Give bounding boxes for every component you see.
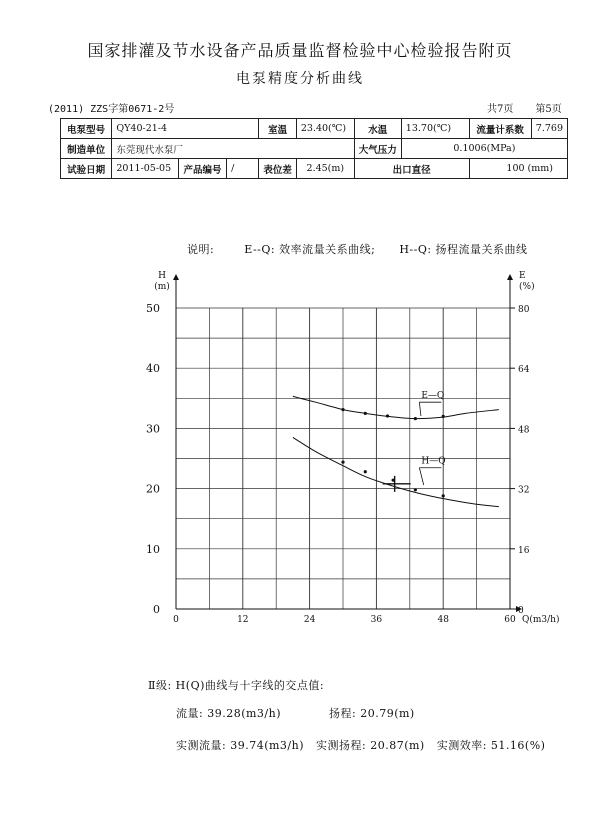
x-axis-title: Q(m3/h) xyxy=(522,615,560,625)
y-left-tick-label: 20 xyxy=(146,482,160,496)
x-tick-label: 24 xyxy=(303,615,316,625)
serial-label: 产品编号 xyxy=(178,159,226,179)
x-tick-label: 12 xyxy=(237,615,249,625)
room-temp-label: 室温 xyxy=(259,119,297,139)
curve-label-hq: H—Q xyxy=(421,456,446,467)
curve-hq xyxy=(293,437,499,506)
x-tick-label: 48 xyxy=(437,615,449,625)
measured-head: 实测扬程: 20.87(m) xyxy=(316,739,425,752)
reference-number: (2011) ZZS字第0671-2号 xyxy=(48,104,175,115)
intersection-head: 扬程: 20.79(m) xyxy=(329,707,415,720)
info-row xyxy=(61,119,568,139)
flow-coef-label: 流量计系数 xyxy=(469,119,531,139)
gauge-diff-label: 表位差 xyxy=(259,159,297,179)
model-label: 电泵型号 xyxy=(61,119,112,139)
y-left-title: H xyxy=(158,271,166,281)
y-axis-left-arrow xyxy=(173,274,179,280)
date-value: 2011-05-05 xyxy=(112,159,179,179)
report-subtitle: 电泵精度分析曲线 xyxy=(236,71,364,87)
data-point-hq xyxy=(341,461,344,464)
measured-flow: 实测流量: 39.74(m3/h) xyxy=(176,739,304,752)
date-label: 试验日期 xyxy=(61,159,112,179)
curve-eq xyxy=(293,396,499,418)
y-left-unit: (m) xyxy=(154,282,170,292)
y-left-tick-label: 40 xyxy=(146,362,160,376)
gauge-diff-value: 2.45(m) xyxy=(296,159,354,179)
legend-prefix: 说明: xyxy=(187,243,215,256)
data-point-eq xyxy=(364,412,367,415)
maker-label: 制造单位 xyxy=(61,139,112,159)
x-tick-label: 36 xyxy=(370,615,383,625)
y-right-tick-label: 80 xyxy=(518,305,530,315)
info-table xyxy=(60,118,568,179)
y-right-title: E xyxy=(519,271,526,281)
legend-hq: H--Q: 扬程流量关系曲线 xyxy=(399,243,528,256)
total-pages: 共7页 xyxy=(487,104,514,115)
info-row xyxy=(61,159,568,179)
y-right-tick-label: 16 xyxy=(518,545,530,556)
page-indicator xyxy=(487,100,562,115)
pressure-value: 0.1006(MPa) xyxy=(401,139,567,159)
y-axis-right-arrow xyxy=(507,274,513,280)
x-tick-label: 0 xyxy=(173,615,179,625)
pump-curve-chart xyxy=(130,260,570,630)
measured-values xyxy=(176,737,545,753)
y-right-tick-label: 0 xyxy=(518,606,524,616)
chart-legend xyxy=(187,241,528,257)
label-leader-eq xyxy=(419,402,421,416)
grade-line: Ⅱ级: H(Q)曲线与十字线的交点值: xyxy=(148,679,325,692)
data-point-hq xyxy=(364,470,367,473)
flow-coef-value: 7.769 xyxy=(531,119,567,139)
y-left-tick-label: 10 xyxy=(146,542,160,556)
room-temp-value: 23.40(℃) xyxy=(296,119,354,139)
pressure-label: 大气压力 xyxy=(354,139,401,159)
y-right-unit: (%) xyxy=(519,282,535,292)
intersection-flow: 流量: 39.28(m3/h) xyxy=(176,707,281,720)
data-point-eq xyxy=(386,414,389,417)
y-left-tick-label: 0 xyxy=(153,603,160,616)
data-point-eq xyxy=(414,417,417,420)
serial-value: / xyxy=(227,159,259,179)
label-leader-hq xyxy=(419,468,423,485)
outlet-value: 100 (mm) xyxy=(469,159,567,179)
water-temp-value: 13.70(℃) xyxy=(401,119,469,139)
data-point-eq xyxy=(341,408,344,411)
measured-efficiency: 实测效率: 51.16(%) xyxy=(436,739,546,752)
y-right-tick-label: 48 xyxy=(518,425,530,436)
y-left-tick-label: 50 xyxy=(146,302,160,315)
data-point-eq xyxy=(442,415,445,418)
y-left-tick-label: 30 xyxy=(146,422,160,436)
info-row xyxy=(61,139,568,159)
report-title: 国家排灌及节水设备产品质量监督检验中心检验报告附页 xyxy=(87,41,513,60)
legend-eq: E--Q: 效率流量关系曲线; xyxy=(244,243,376,256)
model-value: QY40-21-4 xyxy=(112,119,259,139)
x-tick-label: 60 xyxy=(504,615,516,625)
page-number: 第5页 xyxy=(535,104,562,115)
data-point-hq xyxy=(414,488,417,491)
curve-label-eq: E—Q xyxy=(421,391,445,402)
outlet-label: 出口直径 xyxy=(354,159,469,179)
intersection-values xyxy=(176,705,415,721)
maker-value: 东莞现代水泵厂 xyxy=(112,139,354,159)
data-point-hq xyxy=(442,494,445,497)
y-right-tick-label: 32 xyxy=(518,485,530,496)
water-temp-label: 水温 xyxy=(354,119,401,139)
y-right-tick-label: 64 xyxy=(518,365,530,376)
